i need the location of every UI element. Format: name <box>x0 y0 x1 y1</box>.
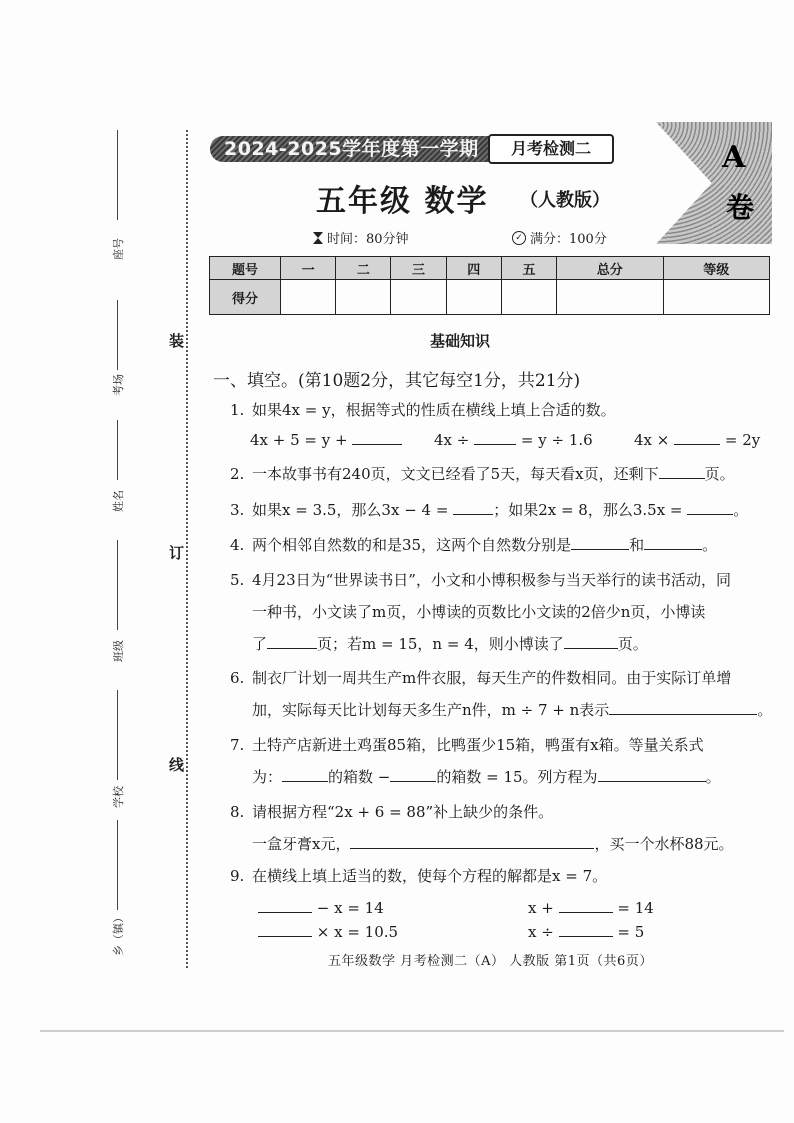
question-number: 3. <box>230 501 245 519</box>
question-text: 一盒牙膏x元， <box>252 835 351 853</box>
question-number: 5. <box>230 571 245 589</box>
answer-blank[interactable] <box>659 464 705 479</box>
time-info <box>313 228 409 247</box>
seat-label: 座号 <box>112 238 125 260</box>
question-1-answers <box>250 430 402 450</box>
version-letter: A <box>722 140 746 175</box>
score-cell[interactable] <box>501 280 556 315</box>
answer-blank[interactable] <box>559 922 613 937</box>
score-cell[interactable] <box>663 280 769 315</box>
question-3 <box>230 500 748 520</box>
township-label: 乡（镇） <box>112 912 125 956</box>
answer-blank[interactable] <box>453 500 493 515</box>
q1-expr-2-right: = y ÷ 1.6 <box>520 431 593 449</box>
question-text: 4月23日为“世界读书日”，小文和小博积极参与当天举行的读书活动，同 <box>252 571 731 589</box>
class-field <box>108 540 132 710</box>
page-footer: 五年级数学 月考检测二（A） 人教版 第1页（共6页） <box>328 954 653 969</box>
check-circle-icon: ✓ <box>512 231 526 245</box>
question-number: 2. <box>230 465 245 483</box>
equation-text: x ÷ <box>528 923 554 941</box>
score-header-cell: 等级 <box>663 257 769 280</box>
name-label: 姓名 <box>112 490 125 512</box>
term-banner: 2024-2025学年度第一学期 <box>210 136 490 162</box>
score-header-cell: 三 <box>391 257 446 280</box>
answer-blank[interactable] <box>258 898 312 913</box>
score-header-cell: 二 <box>336 257 391 280</box>
answer-blank[interactable] <box>564 634 618 649</box>
question-tail: 页。 <box>704 465 735 483</box>
question-9-eq-3 <box>258 922 398 942</box>
page-title: 五年级 数学 <box>316 184 489 219</box>
answer-blank[interactable] <box>644 535 702 550</box>
question-number: 8. <box>230 803 245 821</box>
full-score-info <box>512 228 607 247</box>
answer-blank[interactable] <box>267 634 317 649</box>
answer-blank[interactable] <box>352 430 402 445</box>
question-7-line-2 <box>252 767 721 787</box>
score-header-cell: 题号 <box>210 257 281 280</box>
question-number: 4. <box>230 536 245 554</box>
score-cell[interactable] <box>446 280 501 315</box>
answer-blank[interactable] <box>350 834 594 849</box>
q1-expr-1: 4x + 5 = y + <box>250 431 348 449</box>
township-field <box>108 820 132 970</box>
binding-char-ding: 订 <box>169 540 184 565</box>
question-text: 加，实际每天比计划每天多生产n件，m ÷ 7 + n表示 <box>252 701 610 719</box>
question-text: 一种书，小文读了m页，小博读的页数比小文读的2倍少n页，小博读 <box>252 603 706 621</box>
question-5-line-2 <box>252 602 705 622</box>
question-text: 制衣厂计划一周共生产m件衣服，每天生产的件数相同。由于实际订单增 <box>252 669 732 687</box>
answer-blank[interactable] <box>258 922 312 937</box>
question-text: 。 <box>757 701 773 719</box>
question-text: 如果x = 3.5，那么3x − 4 = <box>252 501 449 519</box>
school-label: 学校 <box>112 786 125 808</box>
question-9-eq-2 <box>528 898 654 918</box>
question-text: 了 <box>252 635 268 653</box>
question-4 <box>230 535 717 555</box>
question-text: 的箱数 − <box>328 768 391 786</box>
question-text: 为： <box>252 768 283 786</box>
question-9-eq-4 <box>528 922 644 942</box>
score-header-cell: 一 <box>281 257 336 280</box>
binding-line <box>186 130 188 968</box>
binding-char-zhuang: 装 <box>169 328 184 353</box>
question-1-answers-3 <box>634 430 760 450</box>
score-cell[interactable] <box>281 280 336 315</box>
question-6-line-2 <box>252 700 772 720</box>
q1-expr-3-right: = 2y <box>724 431 761 449</box>
question-5 <box>230 570 731 590</box>
question-2 <box>230 464 735 484</box>
score-row-label: 得分 <box>210 280 281 315</box>
q1-expr-3: 4x × <box>634 431 670 449</box>
answer-blank[interactable] <box>559 898 613 913</box>
answer-blank[interactable] <box>282 767 328 782</box>
question-text: 的箱数 = 15。列方程为 <box>436 768 598 786</box>
question-number: 7. <box>230 736 245 754</box>
question-6 <box>230 668 731 688</box>
time-label: 时间：80分钟 <box>327 232 409 247</box>
question-number: 1. <box>230 401 245 419</box>
answer-blank[interactable] <box>571 535 629 550</box>
question-number: 9. <box>230 867 245 885</box>
question-text: 如果4x = y，根据等式的性质在横线上填上合适的数。 <box>252 401 616 419</box>
question-text: ；如果2x = 8，那么3.5x = <box>493 501 683 519</box>
exam-room-label: 考场 <box>112 374 125 396</box>
question-text: 页。 <box>617 635 648 653</box>
hourglass-icon <box>313 231 323 245</box>
full-score-label: 满分：100分 <box>530 232 607 247</box>
answer-blank[interactable] <box>390 767 436 782</box>
question-text: 和 <box>629 536 645 554</box>
equation-text: x + <box>528 899 554 917</box>
score-cell[interactable] <box>557 280 663 315</box>
question-text: 两个相邻自然数的和是35，这两个自然数分别是 <box>252 536 572 554</box>
class-label: 班级 <box>112 640 125 662</box>
question-text: 一本故事书有240页，文文已经看了5天，每天看x页，还剩下 <box>252 465 659 483</box>
edition-label: （人教版） <box>520 190 610 211</box>
score-table <box>209 256 770 315</box>
question-number: 6. <box>230 669 245 687</box>
section-title: 基础知识 <box>430 332 491 350</box>
question-1 <box>230 400 616 420</box>
score-header-cell: 总分 <box>557 257 663 280</box>
answer-blank[interactable] <box>687 500 733 515</box>
bottom-divider <box>40 1030 784 1032</box>
question-text: 土特产店新进土鸡蛋85箱，比鸭蛋少15箱，鸭蛋有x箱。等量关系式 <box>252 736 704 754</box>
test-name-badge: 月考检测二 <box>488 134 614 164</box>
equation-text: = 14 <box>617 899 654 917</box>
score-cell[interactable] <box>336 280 391 315</box>
question-text: 。 <box>733 501 749 519</box>
score-cell[interactable] <box>391 280 446 315</box>
question-9-eq-1 <box>258 898 384 918</box>
equation-text: − x = 14 <box>316 899 384 917</box>
score-table-header-row <box>210 257 770 280</box>
score-header-cell: 五 <box>501 257 556 280</box>
question-text: ，买一个水杯88元。 <box>594 835 734 853</box>
question-text: 页；若m = 15，n = 4，则小博读了 <box>317 635 564 653</box>
seat-field <box>108 130 132 290</box>
answer-blank[interactable] <box>609 700 757 715</box>
equation-text: = 5 <box>617 923 645 941</box>
question-8 <box>230 802 553 822</box>
version-char: 卷 <box>726 191 755 224</box>
answer-blank[interactable] <box>674 430 720 445</box>
question-text: 。 <box>702 536 718 554</box>
question-5-line-3 <box>252 634 648 654</box>
question-7 <box>230 735 704 755</box>
score-header-cell: 四 <box>446 257 501 280</box>
answer-blank[interactable] <box>598 767 706 782</box>
question-8-line-2 <box>252 834 734 854</box>
question-text: 。 <box>705 768 721 786</box>
part-one-header: 一、填空。(第10题2分，其它每空1分，共21分) <box>213 371 581 391</box>
equation-text: × x = 10.5 <box>316 923 399 941</box>
question-1-answers-2 <box>434 430 593 450</box>
q1-expr-2: 4x ÷ <box>434 431 470 449</box>
question-text: 在横线上填上适当的数，使每个方程的解都是x = 7。 <box>252 867 608 885</box>
binding-char-xian: 线 <box>169 752 184 777</box>
question-9 <box>230 866 607 886</box>
answer-blank[interactable] <box>474 430 516 445</box>
question-text: 请根据方程“2x + 6 = 88”补上缺少的条件。 <box>252 803 554 821</box>
score-table-score-row <box>210 280 770 315</box>
